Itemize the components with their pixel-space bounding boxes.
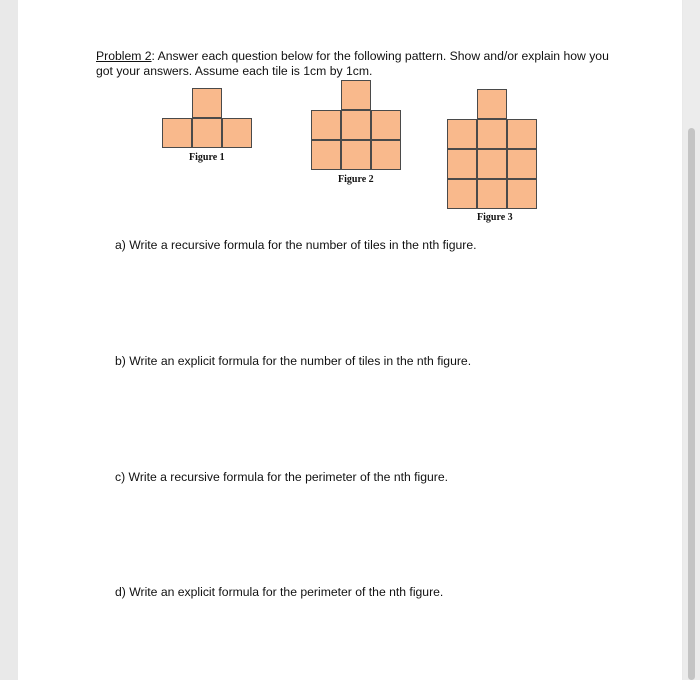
tile — [477, 179, 507, 209]
problem-intro — [96, 49, 616, 79]
problem-heading: Problem 2 — [96, 49, 152, 63]
tile — [341, 140, 371, 170]
scrollbar-thumb[interactable] — [688, 128, 695, 680]
tile — [162, 118, 192, 148]
tile — [507, 149, 537, 179]
tile — [311, 140, 341, 170]
tile — [477, 89, 507, 119]
tile — [192, 88, 222, 118]
tile — [447, 119, 477, 149]
problem-text-line2: got your answers. Assume each tile is 1cm by 1cm. — [96, 64, 373, 78]
tile — [371, 140, 401, 170]
tile — [341, 110, 371, 140]
figure-2-caption: Figure 2 — [338, 174, 374, 185]
question-a: a) Write a recursive formula for the number of tiles in the nth figure. — [115, 238, 477, 252]
tile — [447, 149, 477, 179]
tile — [477, 149, 507, 179]
tile — [371, 110, 401, 140]
tile — [477, 119, 507, 149]
tile — [341, 80, 371, 110]
tile — [507, 179, 537, 209]
question-b: b) Write an explicit formula for the number of tiles in the nth figure. — [115, 354, 472, 368]
question-c: c) Write a recursive formula for the perimeter of the nth figure. — [115, 470, 449, 484]
figure-3-caption: Figure 3 — [477, 212, 513, 223]
tile — [222, 118, 252, 148]
figure-1-caption: Figure 1 — [189, 152, 225, 163]
tile — [311, 110, 341, 140]
question-d: d) Write an explicit formula for the perimeter of the nth figure. — [115, 585, 444, 599]
tile — [447, 179, 477, 209]
tile — [192, 118, 222, 148]
problem-text-line1: : Answer each question below for the following pattern. Show and/or explain how you — [151, 49, 609, 63]
tile — [507, 119, 537, 149]
